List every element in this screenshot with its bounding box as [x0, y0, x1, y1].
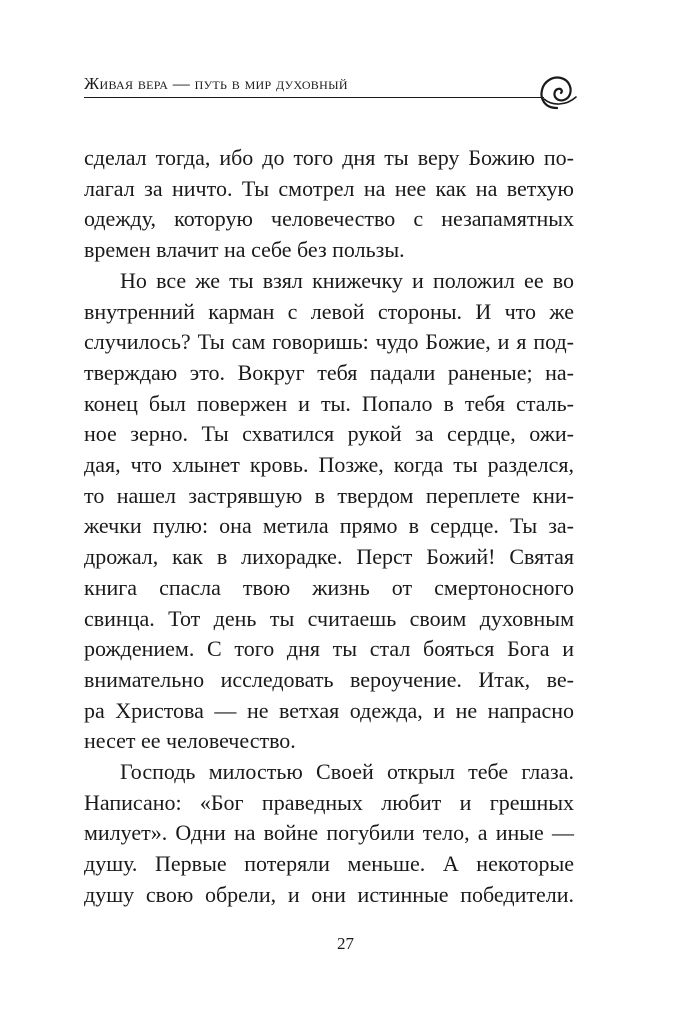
paragraph-2 [84, 266, 574, 757]
text-line: тверждаю это. Вокруг тебя падали раненые; на- [84, 359, 574, 385]
paragraph-3 [84, 757, 574, 911]
text-line: конец был повержен и ты. Попало в тебя сталь- [84, 390, 574, 416]
body-text [84, 143, 574, 911]
text-line: милует». Одни на войне погубили тело, а иные — [84, 820, 574, 846]
running-header: Живая вера — путь в мир духовный [84, 74, 348, 93]
text-line: Написано: «Бог праведных любит и грешных [84, 789, 574, 815]
text-line: жечки пулю: она метила прямо в сердце. Ты за- [84, 513, 574, 539]
text-line: Но все же ты взял книжечку и положил ее во [120, 267, 574, 293]
spiral-ornament-icon [534, 70, 580, 116]
text-line: душу. Первые потеряли меньше. А некоторые [84, 851, 574, 877]
page-number: 27 [337, 934, 354, 953]
text-line: ра Христова — не ветхая одежда, и не напрасно [84, 697, 574, 723]
paragraph-1 [84, 143, 574, 266]
text-line: то нашел застрявшую в твердом переплете кни- [84, 482, 574, 508]
text-line: внимательно исследовать вероучение. Итак, ве- [84, 666, 574, 692]
text-line: времен влачит на себе без пользы. [84, 237, 405, 263]
text-line: рождением. С того дня ты стал бояться Бога и [84, 636, 574, 662]
text-line: дая, что хлынет кровь. Позже, когда ты разделся, [84, 452, 574, 478]
text-line: несет ее человечество. [84, 728, 296, 754]
text-line: лагал за ничто. Ты смотрел на нее как на ветхую [84, 175, 574, 201]
text-line: душу свою обрели, и они истинные победители. [84, 881, 574, 907]
text-line: ное зерно. Ты схватился рукой за сердце, ожи- [84, 421, 574, 447]
text-line: дрожал, как в лихорадке. Перст Божий! Святая [84, 544, 574, 570]
text-line: одежду, которую человечество с незапамятных [84, 206, 574, 232]
text-line: книга спасла твою жизнь от смертоносного [84, 574, 574, 600]
text-line: внутренний карман с левой стороны. И что же [84, 298, 574, 324]
text-line: случилось? Ты сам говоришь: чудо Божие, и я под- [84, 329, 574, 355]
text-line: Господь милостью Своей открыл тебе глаза. [120, 759, 574, 785]
header-rule [84, 97, 544, 98]
text-line: сделал тогда, ибо до того дня ты веру Божию по- [84, 145, 574, 170]
text-line: свинца. Тот день ты считаешь своим духовным [84, 605, 574, 631]
